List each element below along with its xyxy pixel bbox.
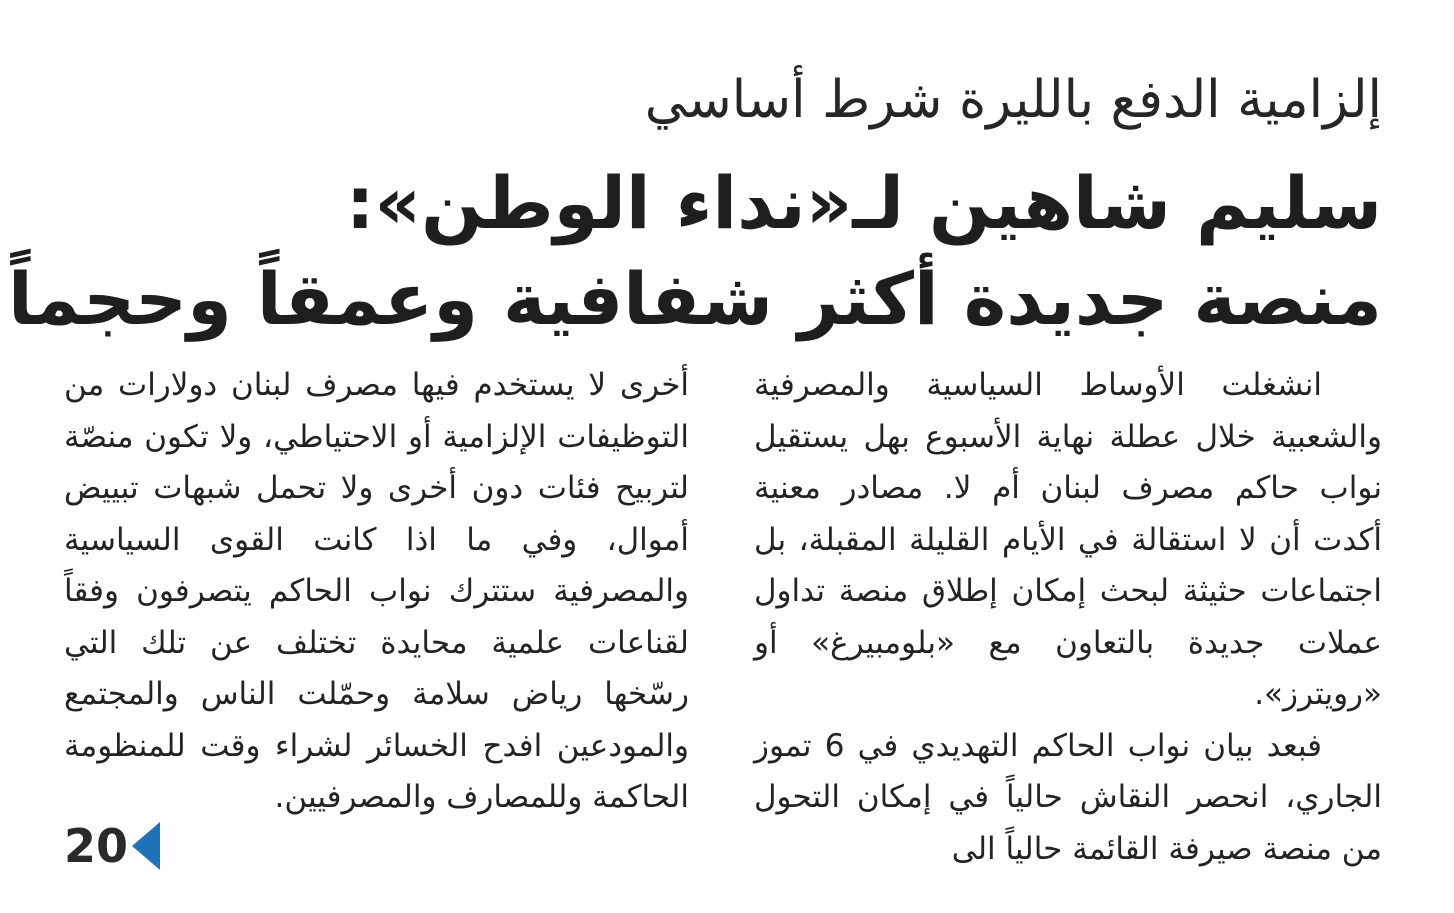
body-paragraph: أخرى لا يستخدم فيها مصرف لبنان دولارات من التوظيفات الإلزامية أو الاحتياطي، ولا تكون منصّة لتربيح فئات دون أخرى ولا تحمل شبهات تبييض أموال، وفي ما اذا كانت القوى السياسية والمصرفية ستترك نواب الحاكم يتصرفون وفقاً لقناعات علمية محايدة تختلف عن تلك التي رسّخها رياض سلامة وحمّلت الناس والمجتمع والمودعين افدح الخسائر لشراء وقت للمنظومة الحاكمة وللمصارف والمصرفيين. bbox=[64, 367, 689, 815]
page-number bbox=[64, 818, 160, 874]
page-number-text: 20 bbox=[64, 819, 129, 873]
body-paragraph: فبعد بيان نواب الحاكم التهديدي في 6 تموز الجاري، انحصر النقاش حالياً في إمكان التحول من منصة صيرفة القائمة حالياً الى bbox=[754, 727, 1382, 867]
headline-line-1: سليم شاهين لـ«نداء الوطن»: bbox=[345, 161, 1382, 245]
triangle-left-icon bbox=[132, 822, 160, 870]
headline-line-2: منصة جديدة أكثر شفافية وعمقاً وحجماً bbox=[7, 257, 1382, 341]
article-column-right bbox=[754, 360, 1382, 875]
body-paragraph: انشغلت الأوساط السياسية والمصرفية والشعبية خلال عطلة نهاية الأسبوع بهل يستقيل نواب حاكم مصرف لبنان أم لا. مصادر معنية أكدت أن لا استقالة في الأيام القليلة المقبلة، بل اجتماعات حثيثة لبحث إمكان إطلاق منصة تداول عملات جديدة بالتعاون مع «بلومبيرغ» أو «رويترز». bbox=[754, 367, 1382, 712]
article-kicker: إلزامية الدفع بالليرة شرط أساسي bbox=[644, 70, 1382, 130]
article-headline bbox=[7, 155, 1382, 347]
article-column-left bbox=[64, 360, 689, 824]
